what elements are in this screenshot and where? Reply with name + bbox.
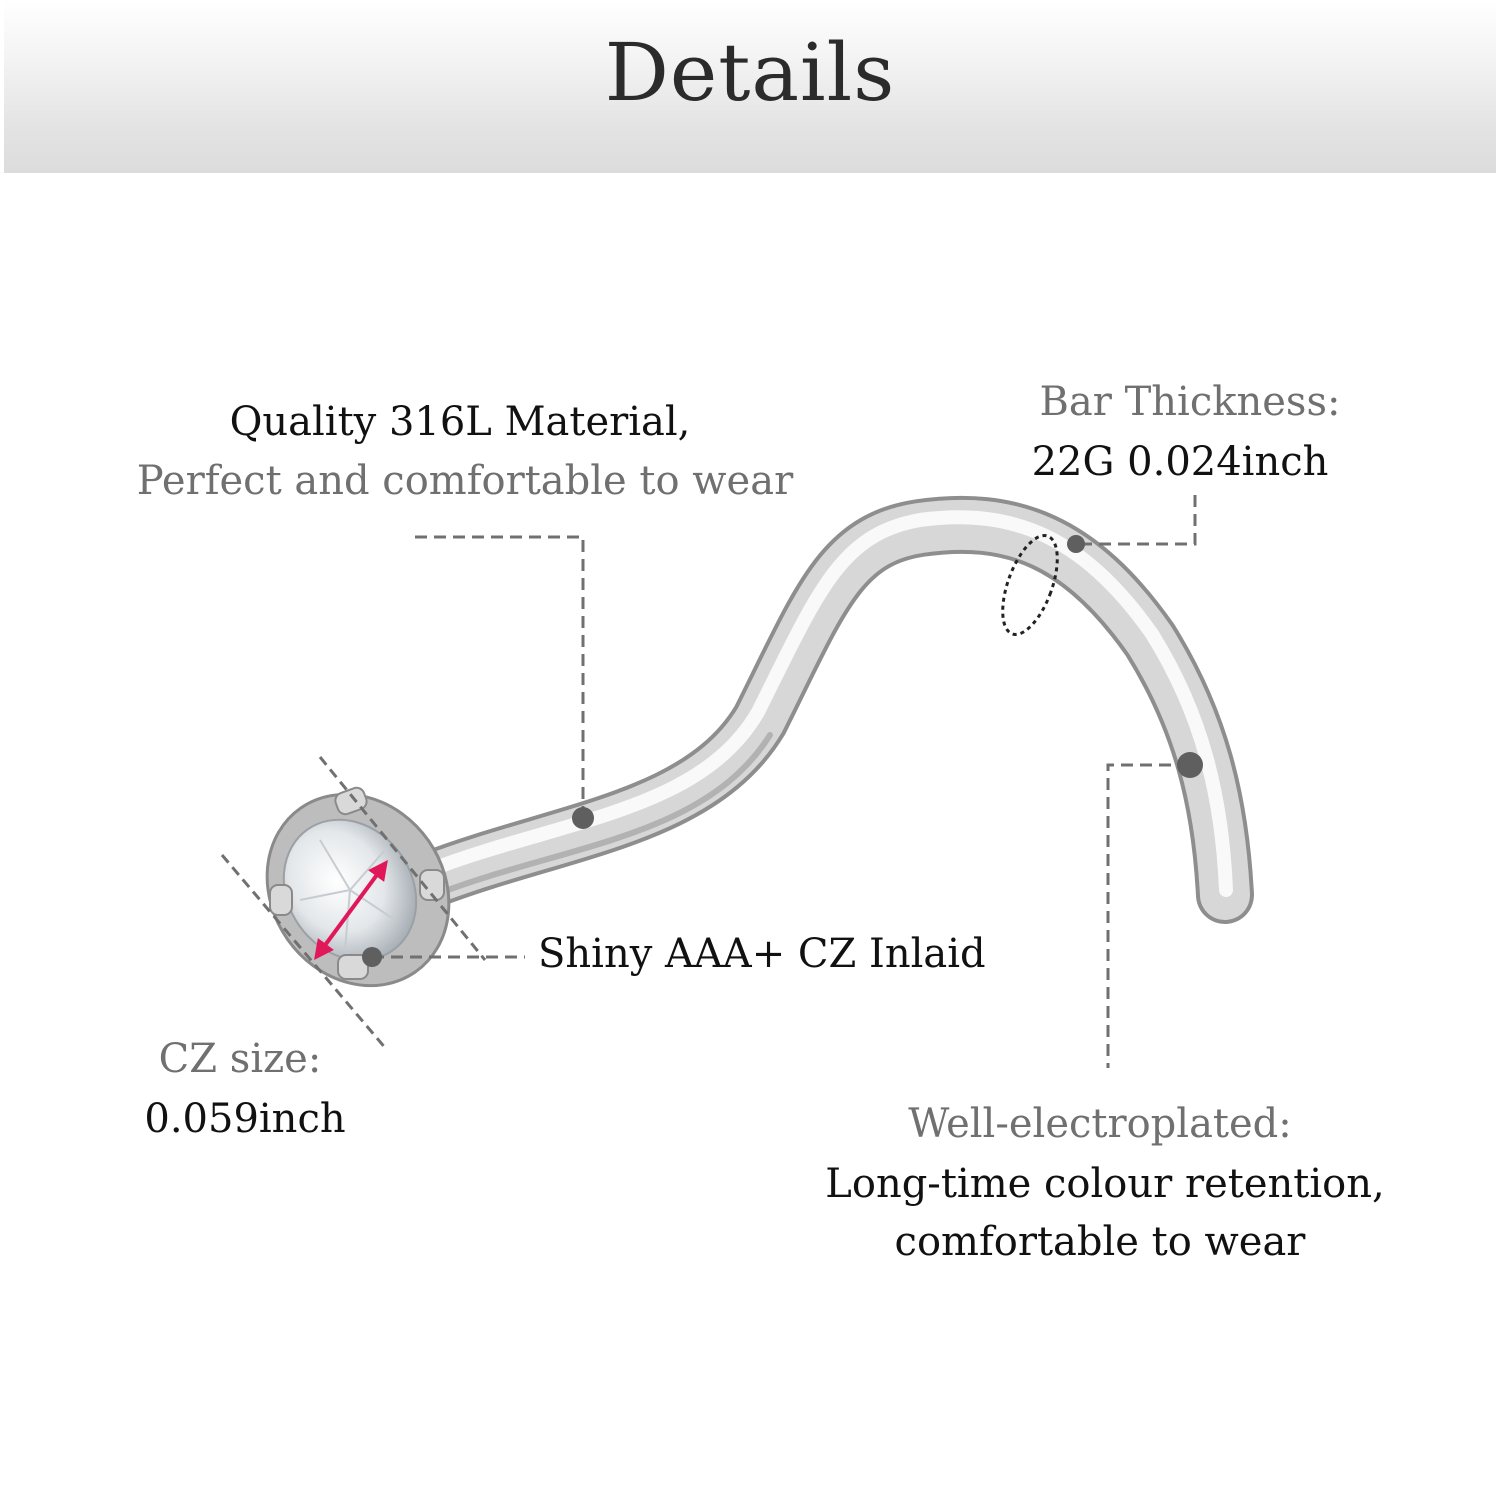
material-title: Quality 316L Material, [229,399,691,445]
cz-size-label: CZ size: [158,1036,322,1082]
cz-size-value: 0.059inch [144,1096,346,1142]
thickness-label: Bar Thickness: [1039,379,1341,425]
material-subtitle: Perfect and comfortable to wear [136,458,794,504]
thickness-dot [1067,535,1085,553]
plating-dot [1177,752,1203,778]
cz-setting [230,759,486,1021]
plating-label: Well-electroplated: [908,1101,1292,1147]
page-title: Details [604,26,896,119]
material-leader [415,537,594,829]
cz-dot [362,947,382,967]
plating-line1: Long-time colour retention, [825,1161,1385,1207]
thickness-value: 22G 0.024inch [1031,439,1329,485]
cz-inlaid-label: Shiny AAA+ CZ Inlaid [538,931,986,977]
material-dot [572,807,594,829]
plating-line2: comfortable to wear [894,1219,1306,1265]
